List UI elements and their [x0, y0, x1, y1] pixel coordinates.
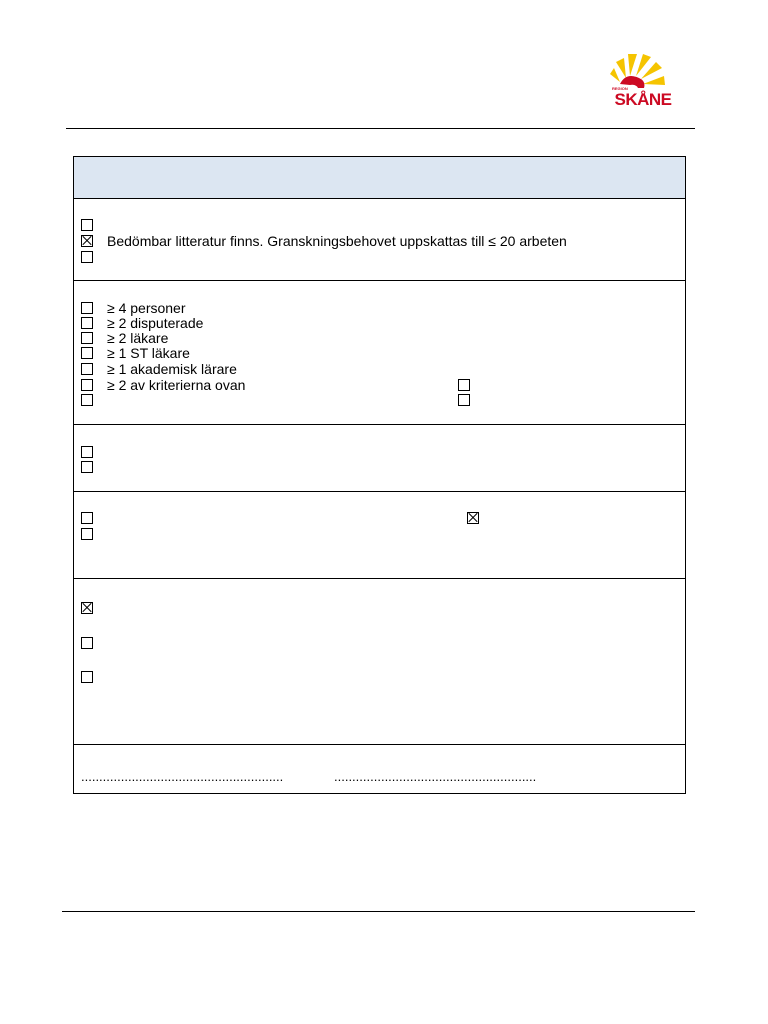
- section3-checkbox-1[interactable]: [81, 446, 93, 458]
- table-header-band: [74, 157, 685, 198]
- criteria-checkbox-2[interactable]: [81, 317, 93, 329]
- criteria-label-4: ≥ 1 ST läkare: [107, 345, 190, 361]
- section5-checkbox-2[interactable]: [81, 637, 93, 649]
- row-divider: [73, 424, 686, 425]
- row-divider: [73, 198, 686, 199]
- criteria-checkbox-6[interactable]: [81, 379, 93, 391]
- section5-checkbox-1[interactable]: [81, 602, 93, 614]
- row-divider: [73, 744, 686, 745]
- top-divider: [66, 128, 695, 129]
- criteria-checkbox-7[interactable]: [81, 394, 93, 406]
- criteria-label-3: ≥ 2 läkare: [107, 330, 169, 346]
- literature-checkbox-3[interactable]: [81, 251, 93, 263]
- signature-line-right[interactable]: ........................................................: [334, 769, 537, 784]
- row-divider: [73, 578, 686, 579]
- row-divider: [73, 280, 686, 281]
- form-table: [73, 156, 686, 794]
- criteria-checkbox-1[interactable]: [81, 302, 93, 314]
- bottom-divider: [62, 911, 695, 912]
- criteria-checkbox-3[interactable]: [81, 332, 93, 344]
- criteria-label-1: ≥ 4 personer: [107, 300, 186, 316]
- section3-checkbox-2[interactable]: [81, 461, 93, 473]
- criteria-checkbox-4[interactable]: [81, 347, 93, 359]
- criteria-checkbox-5[interactable]: [81, 363, 93, 375]
- literature-checkbox-2[interactable]: [81, 235, 93, 247]
- criteria-label-5: ≥ 1 akademisk lärare: [107, 361, 237, 377]
- literature-statement: Bedömbar litteratur finns. Granskningsbehovet uppskattas till ≤ 20 arbeten: [107, 233, 567, 249]
- literature-checkbox-1[interactable]: [81, 219, 93, 231]
- section4-checkbox-2[interactable]: [81, 528, 93, 540]
- criteria-right-checkbox-2[interactable]: [458, 394, 470, 406]
- section5-checkbox-3[interactable]: [81, 671, 93, 683]
- criteria-label-2: ≥ 2 disputerade: [107, 315, 204, 331]
- section4-checkbox-1[interactable]: [81, 512, 93, 524]
- criteria-label-6: ≥ 2 av kriterierna ovan: [107, 377, 246, 393]
- logo-region-label: REGION: [612, 86, 628, 91]
- section4-right-checkbox[interactable]: [467, 512, 479, 524]
- logo-brand-text: SKÅNE: [614, 90, 672, 109]
- row-divider: [73, 491, 686, 492]
- signature-line-left[interactable]: ........................................................: [81, 769, 284, 784]
- criteria-right-checkbox-1[interactable]: [458, 379, 470, 391]
